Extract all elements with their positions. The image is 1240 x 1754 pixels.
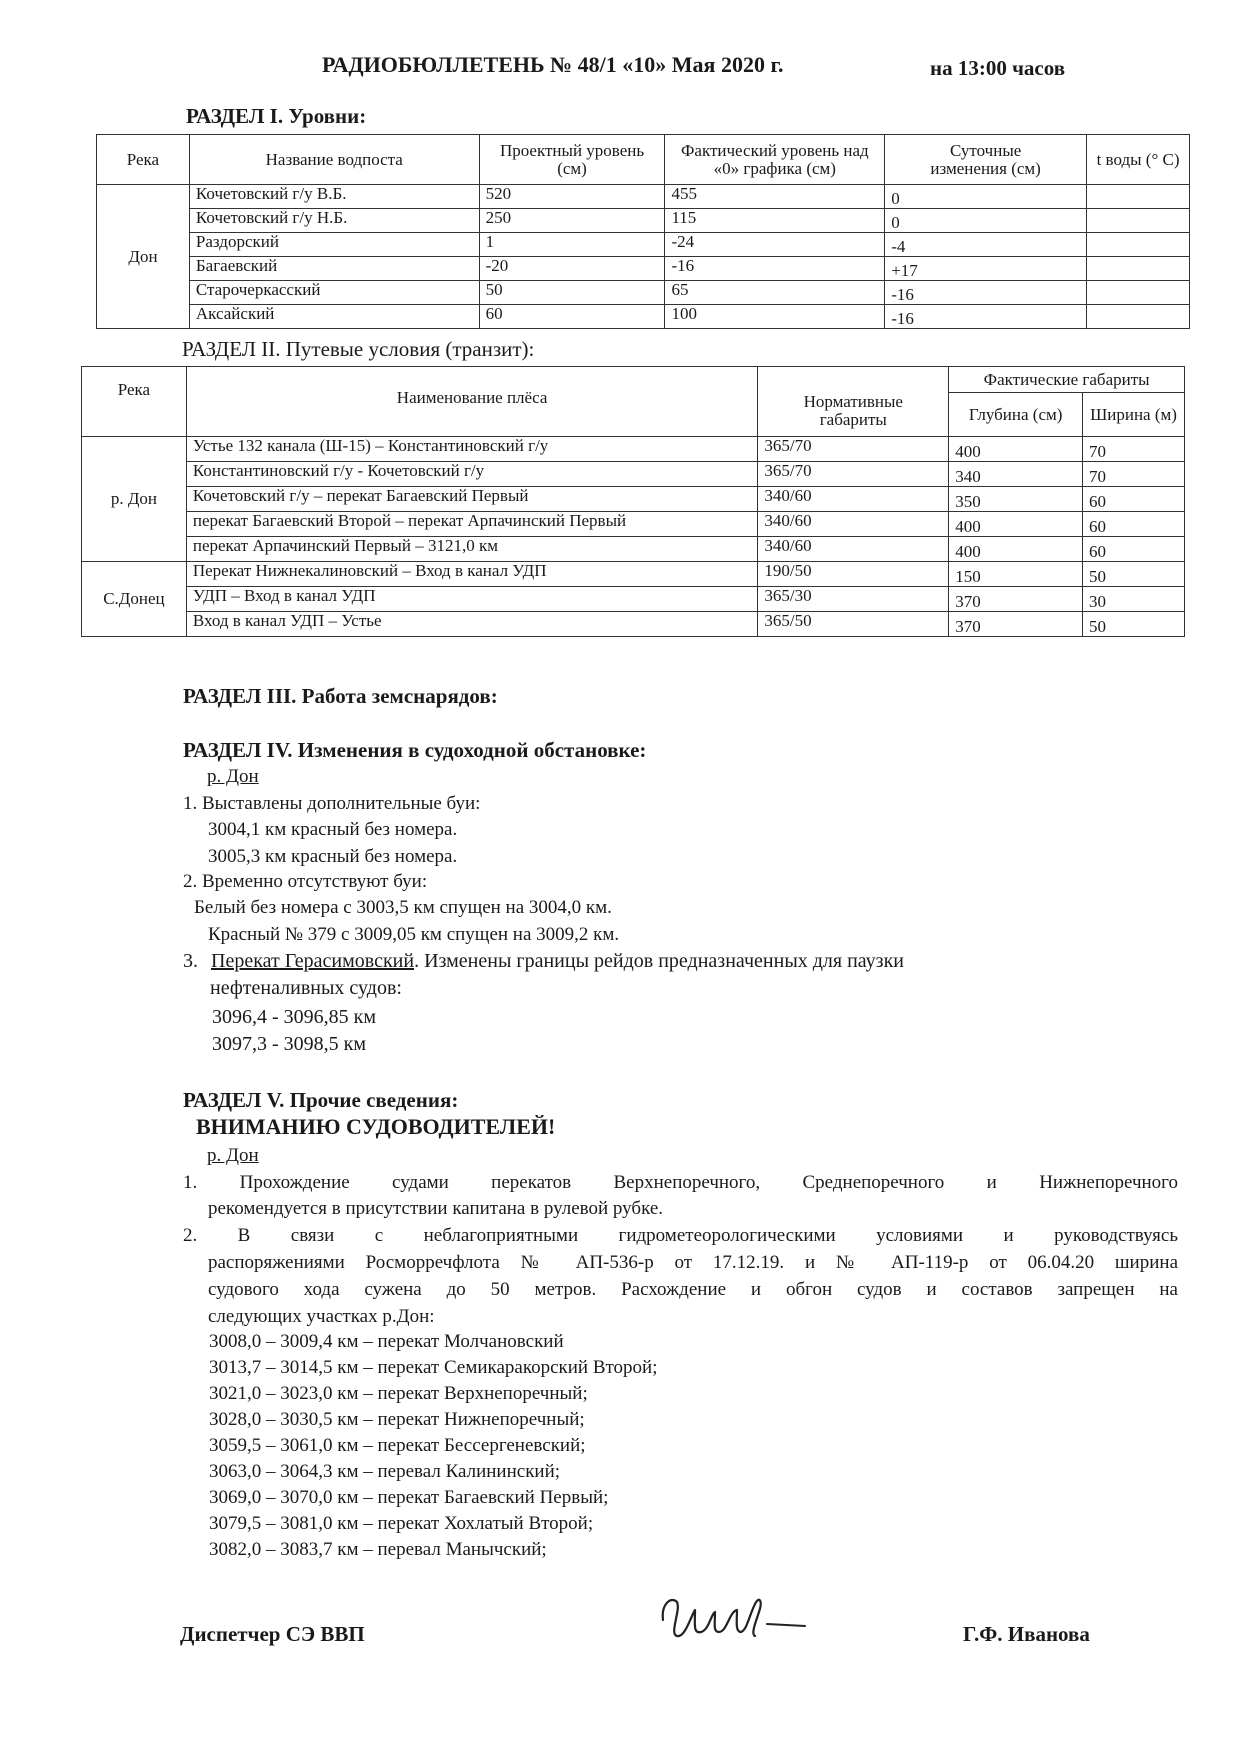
table-row (82, 587, 1185, 612)
list-item: 3059,5 – 3061,0 км – перекат Бессергеневский; (209, 1435, 586, 1456)
attention-heading: ВНИМАНИЮ СУДОВОДИТЕЛЕЙ! (196, 1114, 556, 1139)
design-level: -20 (479, 257, 665, 281)
daily-change: -4 (885, 233, 1087, 257)
section-5-river: р. Дон (207, 1145, 259, 1166)
water-temp (1087, 209, 1190, 233)
dispatcher-role: Диспетчер СЭ ВВП (180, 1622, 365, 1646)
section-4-item-2: 2. Временно отсутствуют буи: (183, 871, 428, 892)
reach-name: Константиновский г/у - Кочетовский г/у (186, 462, 757, 487)
water-temp (1087, 305, 1190, 329)
route-header-row-1 (82, 367, 1185, 393)
bulletin-title: РАДИОБЮЛЛЕТЕНЬ № 48/1 «10» Мая 2020 г. (322, 52, 784, 77)
water-temp (1087, 185, 1190, 209)
daily-change: -16 (885, 305, 1087, 329)
reach-name: Вход в канал УДП – Устье (186, 612, 757, 637)
table-row (82, 612, 1185, 637)
route-conditions-table (81, 366, 1185, 637)
table-row (97, 305, 1190, 329)
paragraph-2-line-1: 2. В связи с неблагоприятными гидрометеорологическими условиями и руководствуясь (183, 1225, 1178, 1246)
section-4-item-3 (183, 949, 904, 975)
river-name: С.Донец (82, 562, 187, 637)
table-row (82, 437, 1185, 462)
depth: 370 (949, 612, 1083, 637)
paragraph-2-line-4: следующих участках р.Дон: (208, 1306, 435, 1327)
section-4-item-3-b: 3097,3 - 3098,5 км (212, 1033, 367, 1055)
bulletin-time: на 13:00 часов (930, 56, 1066, 80)
section-3-heading: РАЗДЕЛ III. Работа земснарядов: (183, 684, 498, 708)
width: 60 (1083, 512, 1185, 537)
table-row (97, 209, 1190, 233)
depth: 370 (949, 587, 1083, 612)
list-item: 3063,0 – 3064,3 км – перевал Калининский; (209, 1461, 561, 1482)
post-name: Багаевский (189, 257, 479, 281)
table-row (97, 257, 1190, 281)
col-design-level: Проектный уровень (см) (479, 135, 665, 185)
reach-name: Перекат Нижнекалиновский – Вход в канал УДП (186, 562, 757, 587)
col-width: Ширина (м) (1083, 393, 1185, 437)
actual-level: 455 (665, 185, 885, 209)
section-4-item-1-b: 3005,3 км красный без номера. (208, 846, 458, 867)
width: 70 (1083, 437, 1185, 462)
dispatcher-name: Г.Ф. Иванова (963, 1622, 1090, 1646)
section-5-heading: РАЗДЕЛ V. Прочие сведения: (183, 1088, 459, 1112)
reach-name: перекат Арпачинский Первый – 3121,0 км (186, 537, 757, 562)
section-4-item-1: 1. Выставлены дополнительные буи: (183, 793, 481, 814)
normative-dimensions: 190/50 (758, 562, 949, 587)
water-temp (1087, 281, 1190, 305)
width: 30 (1083, 587, 1185, 612)
list-item: 3021,0 – 3023,0 км – перекат Верхнепоречный; (209, 1383, 588, 1404)
design-level: 250 (479, 209, 665, 233)
col-normative-dimensions: Нормативные габариты (758, 367, 949, 437)
depth: 150 (949, 562, 1083, 587)
post-name: Кочетовский г/у В.Б. (189, 185, 479, 209)
normative-dimensions: 365/50 (758, 612, 949, 637)
section-4-item-2-a: Белый без номера с 3003,5 км спущен на 3004,0 км. (194, 897, 612, 918)
table-row (97, 233, 1190, 257)
reach-name: Устье 132 канала (Ш-15) – Константиновский г/у (186, 437, 757, 462)
list-item: 3079,5 – 3081,0 км – перекат Хохлатый Второй; (209, 1513, 594, 1534)
normative-dimensions: 365/70 (758, 462, 949, 487)
normative-dimensions: 340/60 (758, 512, 949, 537)
table-row (97, 185, 1190, 209)
actual-level: 65 (665, 281, 885, 305)
signature-image (655, 1590, 835, 1650)
section-4-item-3-a: 3096,4 - 3096,85 км (212, 1006, 377, 1028)
table-row (82, 462, 1185, 487)
section-4-item-2-b: Красный № 379 с 3009,05 км спущен на 3009,2 км. (208, 924, 620, 945)
reach-name: перекат Багаевский Второй – перекат Арпачинский Первый (186, 512, 757, 537)
actual-level: 115 (665, 209, 885, 233)
paragraph-2-line-3: судового хода сужена до 50 метров. Расхождение и обгон судов и составов запрещен на (208, 1279, 1178, 1300)
river-name: р. Дон (82, 437, 187, 562)
normative-dimensions: 365/30 (758, 587, 949, 612)
design-level: 60 (479, 305, 665, 329)
depth: 400 (949, 512, 1083, 537)
width: 60 (1083, 487, 1185, 512)
actual-level: -16 (665, 257, 885, 281)
col-depth: Глубина (см) (949, 393, 1083, 437)
list-item: 3069,0 – 3070,0 км – перекат Багаевский Первый; (209, 1487, 609, 1508)
table-row (82, 537, 1185, 562)
reach-name: Кочетовский г/у – перекат Багаевский Первый (186, 487, 757, 512)
design-level: 50 (479, 281, 665, 305)
depth: 400 (949, 537, 1083, 562)
width: 50 (1083, 562, 1185, 587)
col-actual-level: Фактический уровень над «0» графика (см) (665, 135, 885, 185)
width: 60 (1083, 537, 1185, 562)
item-3-number: 3. (183, 950, 198, 972)
levels-table (96, 134, 1190, 329)
item-3-text: . Изменены границы рейдов предназначенных для паузки (414, 950, 904, 972)
post-name: Аксайский (189, 305, 479, 329)
post-name: Старочеркасский (189, 281, 479, 305)
section-2-heading: РАЗДЕЛ II. Путевые условия (транзит): (182, 337, 535, 361)
actual-level: 100 (665, 305, 885, 329)
col-river: Река (82, 367, 187, 437)
table-row (82, 487, 1185, 512)
paragraph-1-line-1: 1. Прохождение судами перекатов Верхнепоречного, Среднепоречного и Нижнепоречного (183, 1172, 1178, 1193)
normative-dimensions: 365/70 (758, 437, 949, 462)
item-3-reach-name: Перекат Герасимовский (211, 950, 415, 972)
table-row (97, 281, 1190, 305)
section-4-item-1-a: 3004,1 км красный без номера. (208, 819, 458, 840)
col-daily-change: Суточные изменения (см) (885, 135, 1087, 185)
design-level: 520 (479, 185, 665, 209)
reach-name: УДП – Вход в канал УДП (186, 587, 757, 612)
depth: 400 (949, 437, 1083, 462)
depth: 350 (949, 487, 1083, 512)
col-actual-dimensions: Фактические габариты (949, 367, 1185, 393)
width: 70 (1083, 462, 1185, 487)
list-item: 3082,0 – 3083,7 км – перевал Манычский; (209, 1539, 547, 1560)
depth: 340 (949, 462, 1083, 487)
daily-change: 0 (885, 209, 1087, 233)
river-name: Дон (97, 185, 190, 329)
col-water-temp: t воды (° С) (1087, 135, 1190, 185)
post-name: Кочетовский г/у Н.Б. (189, 209, 479, 233)
daily-change: -16 (885, 281, 1087, 305)
water-temp (1087, 257, 1190, 281)
levels-header-row (97, 135, 1190, 185)
section-4-item-3-line-2: нефтеналивных судов: (210, 977, 402, 999)
section-4-river: р. Дон (207, 766, 259, 787)
col-river: Река (97, 135, 190, 185)
list-item: 3008,0 – 3009,4 км – перекат Молчановский (209, 1331, 564, 1352)
list-item: 3028,0 – 3030,5 км – перекат Нижнепоречный; (209, 1409, 585, 1430)
table-row (82, 512, 1185, 537)
col-reach-name: Наименование плёса (186, 367, 757, 437)
width: 50 (1083, 612, 1185, 637)
daily-change: +17 (885, 257, 1087, 281)
actual-level: -24 (665, 233, 885, 257)
paragraph-1-line-2: рекомендуется в присутствии капитана в рулевой рубке. (208, 1198, 664, 1219)
col-post-name: Название водпоста (189, 135, 479, 185)
list-item: 3013,7 – 3014,5 км – перекат Семикаракорский Второй; (209, 1357, 658, 1378)
normative-dimensions: 340/60 (758, 537, 949, 562)
daily-change: 0 (885, 185, 1087, 209)
water-temp (1087, 233, 1190, 257)
normative-dimensions: 340/60 (758, 487, 949, 512)
table-row (82, 562, 1185, 587)
post-name: Раздорский (189, 233, 479, 257)
design-level: 1 (479, 233, 665, 257)
section-1-heading: РАЗДЕЛ I. Уровни: (186, 104, 367, 128)
paragraph-2-line-2: распоряжениями Росморречфлота № АП-536-р от 17.12.19. и № АП-119-р от 06.04.20 ширина (208, 1252, 1178, 1273)
section-4-heading: РАЗДЕЛ IV. Изменения в судоходной обстановке: (183, 738, 647, 762)
